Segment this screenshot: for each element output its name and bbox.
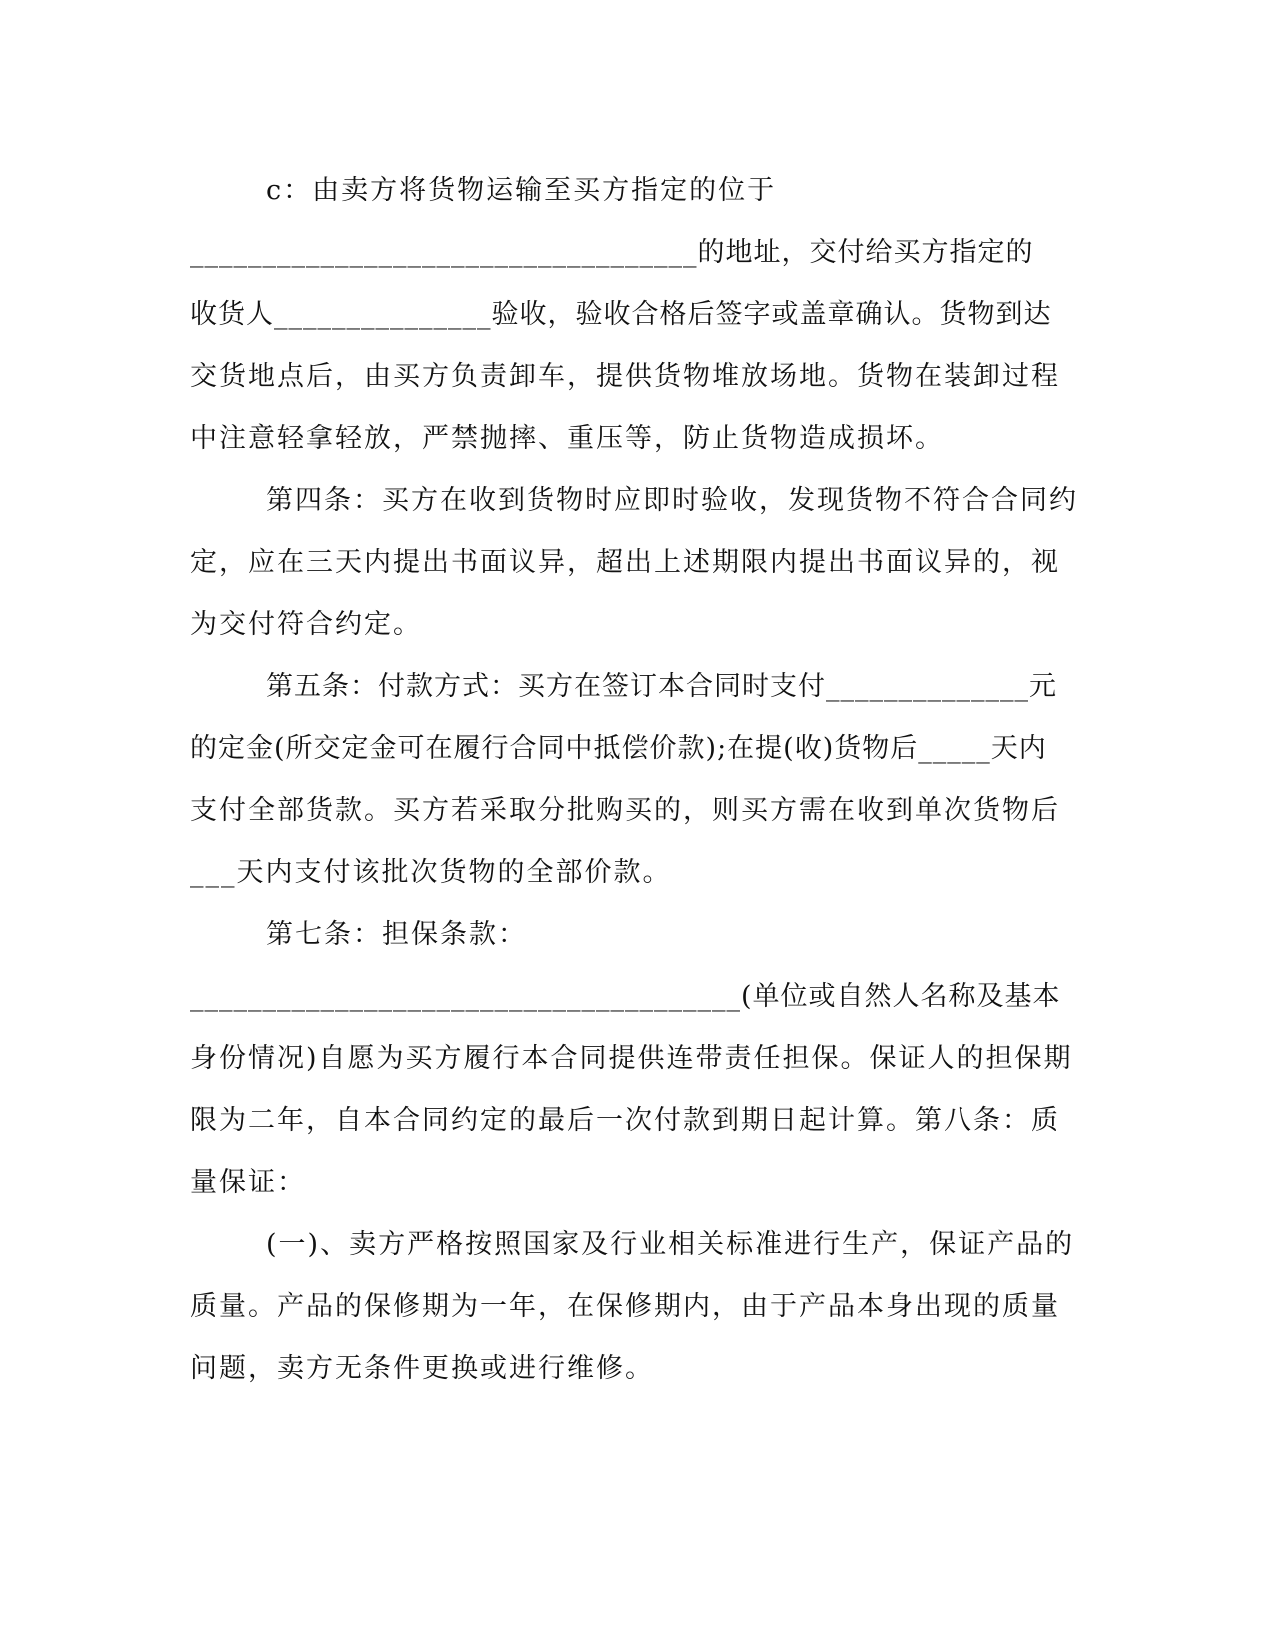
clause-7-heading: 第七条：担保条款： — [266, 919, 527, 950]
clause-3c-line-3: 收货人_______________验收，验收合格后签字或盖章确认。货物到达 — [190, 299, 1052, 330]
clause-4-line-1: 第四条：买方在收到货物时应即时验收，发现货物不符合合同约 — [266, 485, 1078, 516]
clause-7-line-1: ______________________________________(单位或自然人名称及基本 — [190, 981, 1061, 1012]
clause-3c-line-2: ___________________________________的地址，交付给买方指定的 — [190, 237, 1034, 268]
clause-7-line-3: 限为二年，自本合同约定的最后一次付款到期日起计算。第八条：质 — [190, 1105, 1060, 1136]
clause-5-line-2: 的定金(所交定金可在履行合同中抵偿价款);在提(收)货物后_____天内 — [190, 733, 1047, 764]
clause-3c-line-1: c：由卖方将货物运输至买方指定的位于 — [266, 175, 777, 206]
clause-4-line-2: 定，应在三天内提出书面议异，超出上述期限内提出书面议异的，视 — [190, 547, 1060, 578]
clause-7-line-2: 身份情况)自愿为买方履行本合同提供连带责任担保。保证人的担保期 — [190, 1043, 1073, 1074]
clause-8-item-1-line-3: 问题，卖方无条件更换或进行维修。 — [190, 1353, 654, 1384]
clause-4-line-3: 为交付符合约定。 — [190, 609, 422, 640]
clause-8-item-1-line-1: (一)、卖方严格按照国家及行业相关标准进行生产，保证产品的 — [266, 1229, 1075, 1260]
document-body — [190, 160, 1090, 1400]
clause-8-item-1-line-2: 质量。产品的保修期为一年，在保修期内，由于产品本身出现的质量 — [190, 1291, 1060, 1322]
clause-3c-line-4: 交货地点后，由买方负责卸车，提供货物堆放场地。货物在装卸过程 — [190, 361, 1060, 392]
clause-3c-line-5: 中注意轻拿轻放，严禁抛摔、重压等，防止货物造成损坏。 — [190, 423, 944, 454]
clause-5-line-1: 第五条：付款方式：买方在签订本合同时支付______________元 — [266, 671, 1057, 702]
clause-8-line-1: 量保证： — [190, 1167, 306, 1198]
clause-5-line-3: 支付全部货款。买方若采取分批购买的，则买方需在收到单次货物后 — [190, 795, 1060, 826]
clause-5-line-4: ___天内支付该批次货物的全部价款。 — [190, 857, 672, 888]
